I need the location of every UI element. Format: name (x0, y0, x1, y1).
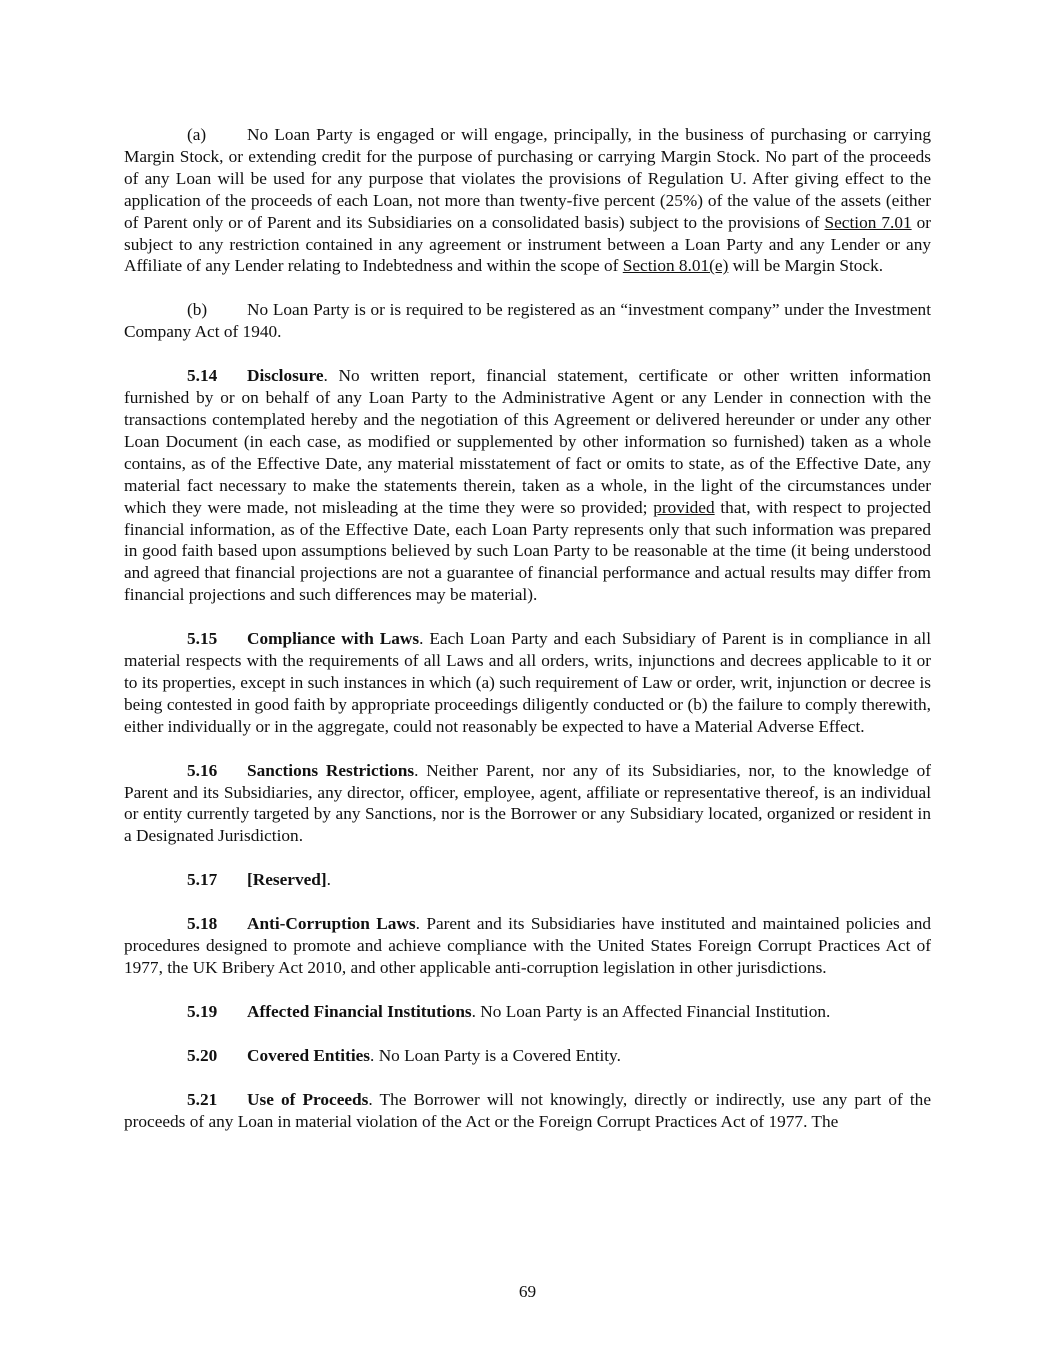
page-number: 69 (518, 1282, 537, 1301)
section-5-20 (124, 1045, 931, 1067)
section-5-21 (124, 1089, 931, 1133)
paragraph-a (124, 124, 931, 277)
section-reference: Section 8.01(e) (622, 256, 729, 276)
section-5-18 (124, 913, 931, 979)
section-reference: Section 7.01 (824, 212, 912, 232)
section-5-17 (124, 869, 931, 891)
defined-term: provided (653, 497, 715, 517)
section-text: . Each Loan Party and each Subsidiary of Parent is in compliance in all material respects with the requirements of all Laws and all orders, writs, injunctions and decrees applicable to it or to its properties, except in such instances in which (a) such requirement of Law or order, writ, injunction or decree is being contested in good faith by appropriate proceedings diligently conducted or (b) the failure to comply therewith, either individually or in the aggregate, could not reasonably be expected to have a Material Adverse Effect. (124, 629, 931, 736)
section-number: 5.16 (187, 760, 218, 780)
paragraph-label: (a) (187, 125, 207, 144)
section-heading: Sanctions Restrictions (247, 760, 415, 780)
section-5-14 (124, 365, 931, 606)
section-heading: Affected Financial Institutions (247, 1001, 472, 1021)
paragraph-text: No Loan Party is engaged or will engage, principally, in the business of purchasing or carrying Margin Stock, or extending credit for the purpose of purchasing or carrying Margin Stock. No part of the proceeds of any Loan will be used for any purpose that violates the provisions of Regulation U. After giving effect to the application of the proceeds of each Loan, not more than twenty-five percent (25%) of the value of the assets (either of Parent only or of Parent and its Subsidiaries on a consolidated basis) subject to the provisions of (124, 125, 931, 232)
section-text: . Neither Parent, nor any of its Subsidiaries, nor, to the knowledge of Parent and its Subsidiaries, any director, officer, employee, agent, affiliate or representative thereof, is an individual or entity currently targeted by any Sanctions, nor is the Borrower or any Subsidiary located, organized or resident in a Designated Jurisdiction. (124, 760, 931, 846)
section-number: 5.19 (187, 1001, 218, 1021)
section-number: 5.14 (187, 366, 218, 386)
section-heading: Use of Proceeds (247, 1089, 369, 1109)
paragraph-text: or subject to any restriction contained in any agreement or instrument between a Loan Party and any Lender or any Affiliate of any Lender relating to Indebtedness and within the scope of (124, 212, 932, 276)
section-text: . No written report, financial statement, certificate or other written information furnished by or on behalf of any Loan Party to the Administrative Agent or any Lender in connection with the transactions contemplated hereby and the negotiation of this Agreement or delivered hereunder or under any other Loan Document (in each case, as modified or supplemented by other information so furnished) taken as a whole contains, as of the Effective Date, any material misstatement of fact or omits to state, as of the Effective Date, any material fact necessary to make the statements therein, taken as a whole, in the light of the circumstances under which they were made, not misleading at the time they were so provided; (124, 366, 931, 517)
section-text: . No Loan Party is an Affected Financial Institution. (471, 1001, 831, 1021)
section-number: 5.20 (187, 1045, 218, 1065)
section-heading: Disclosure (247, 366, 324, 386)
section-text: . The Borrower will not knowingly, directly or indirectly, use any part of the proceeds of any Loan in material violation of the Act or the Foreign Corrupt Practices Act of 1977. The (124, 1089, 931, 1131)
section-heading: Anti-Corruption Laws (247, 914, 416, 934)
section-text: . (326, 870, 331, 890)
section-number: 5.17 (187, 870, 218, 890)
section-5-15 (124, 628, 931, 738)
section-heading: Compliance with Laws (247, 629, 420, 649)
section-text: that, with respect to projected financial information, as of the Effective Date, each Loan Party represents only that such information was prepared in good faith based upon assumptions believed by such Loan Party to be reasonable at the time (it being understood and agreed that financial projections are not a guarantee of financial performance and actual results may differ from financial projections and such differences may be material). (124, 497, 931, 605)
section-5-19 (124, 1001, 931, 1023)
section-5-16 (124, 760, 931, 848)
section-text: . No Loan Party is a Covered Entity. (370, 1045, 621, 1065)
document-page (124, 124, 931, 1155)
section-heading: [Reserved] (247, 870, 327, 890)
paragraph-label: (b) (187, 300, 208, 320)
section-number: 5.21 (187, 1089, 218, 1109)
section-number: 5.18 (187, 914, 218, 934)
section-text: . Parent and its Subsidiaries have instituted and maintained policies and procedures designed to promote and achieve compliance with the United States Foreign Corrupt Practices Act of 1977, the UK Bribery Act 2010, and other applicable anti-corruption legislation in other jurisdictions. (124, 914, 931, 977)
paragraph-b (124, 299, 931, 343)
section-heading: Covered Entities (247, 1045, 371, 1065)
paragraph-text: will be Margin Stock. (728, 256, 884, 276)
section-number: 5.15 (187, 629, 218, 649)
paragraph-text: No Loan Party is or is required to be registered as an “investment company” under the Investment Company Act of 1940. (124, 300, 931, 342)
